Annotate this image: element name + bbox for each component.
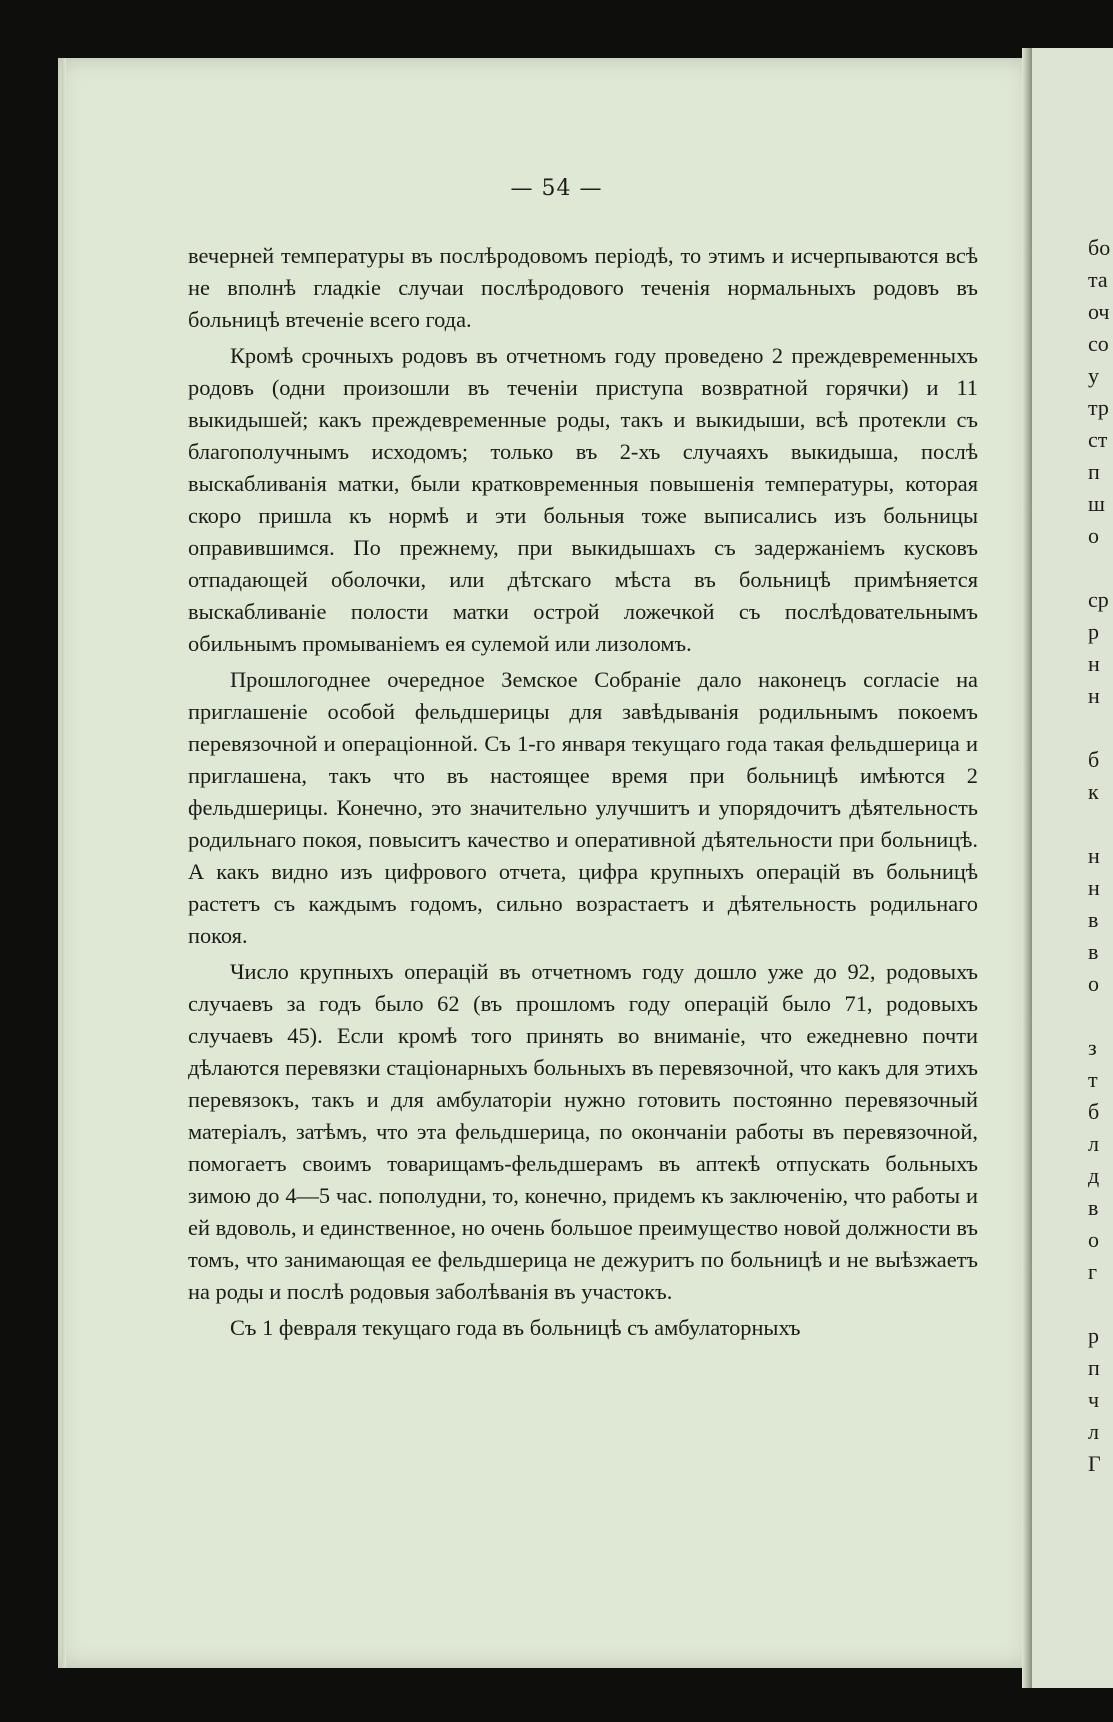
paragraph-3: Прошлогоднее очередное Земское Собраніе дало наконецъ согласіе на приглашеніе особой фельдшерицы для завѣдыванія родильнымъ покоемъ перевязочной и операціонной. Съ 1-го января текущаго года такая фельдшерица и приглашена, такъ что въ настоящее время при больницѣ имѣются 2 фельдшерицы. Конечно, это значительно улучшитъ и упорядочитъ дѣятельность родильнаго покоя, повыситъ качество и оперативной дѣятельности при больницѣ. А какъ видно изъ цифрового отчета, цифра крупныхъ операцій въ больницѣ растетъ съ каждымъ годомъ, сильно возрастаетъ и дѣятельность родильнаго покоя.: [188, 667, 978, 948]
page-body-text: [188, 240, 978, 1348]
paragraph-5: Съ 1 февраля текущаго года въ больницѣ съ амбулаторныхъ: [230, 1315, 801, 1340]
page-number: — 54 —: [510, 176, 603, 201]
paragraph-2: Кромѣ срочныхъ родовъ въ отчетномъ году проведено 2 преждевременныхъ родовъ (одни произошли въ теченіи приступа возвратной горячки) и 11 выкидышей; какъ преждевременные роды, такъ и выкидыши, всѣ протекли съ благополучнымъ исходомъ; только въ 2-хъ случаяхъ выкидыша, послѣ выскабливанія матки, были кратковременныя повышенія температуры, которая скоро пришла къ нормѣ и эти больныя тоже выписались изъ больницы оправившимся. По прежнему, при выкидышахъ съ задержаніемъ кусковъ отпадающей оболочки, или дѣтскаго мѣста въ больницѣ примѣняется выскабливаніе полости матки острой ложечкой съ послѣдовательнымъ обильнымъ промываніемъ ея сулемой или лизоломъ.: [188, 343, 978, 656]
facing-page-text-fragments: бо та оч со у тр ст п ш о ср р н н б к н н в в о з т б л д в о г р п ч л Г: [1088, 235, 1111, 1476]
page-left-edge: [62, 58, 66, 1668]
paragraph-1: вечерней температуры въ послѣродовомъ періодѣ, то этимъ и исчерпываются всѣ не вполнѣ гладкіе случаи послѣродового теченія нормальныхъ родовъ въ больницѣ втеченіе всего года.: [188, 243, 978, 332]
paragraph-4: Число крупныхъ операцій въ отчетномъ году дошло уже до 92, родовыхъ случаевъ за годъ было 62 (въ прошломъ году операцій было 71, родовыхъ случаевъ 45). Если кромѣ того принять во вниманіе, что ежедневно почти дѣлаются перевязки стаціонарныхъ больныхъ въ перевязочной, что какъ для этихъ перевязокъ, такъ и для амбулаторіи нужно готовить постоянно перевязочный матеріалъ, затѣмъ, что эта фельдшерица, по окончаніи работы въ перевязочной, помогаетъ своимъ товарищамъ-фельдшерамъ въ аптекѣ отпускать больныхъ зимою до 4—5 час. пополудни, то, конечно, придемъ къ заключенію, что работы и ей вдоволь, и единственное, но очень большое преимущество новой должности въ томъ, что занимающая ее фельдшерица не дежуритъ по больницѣ и не выѣзжаетъ на роды и послѣ родовыя заболѣванія въ участокъ.: [188, 959, 978, 1304]
